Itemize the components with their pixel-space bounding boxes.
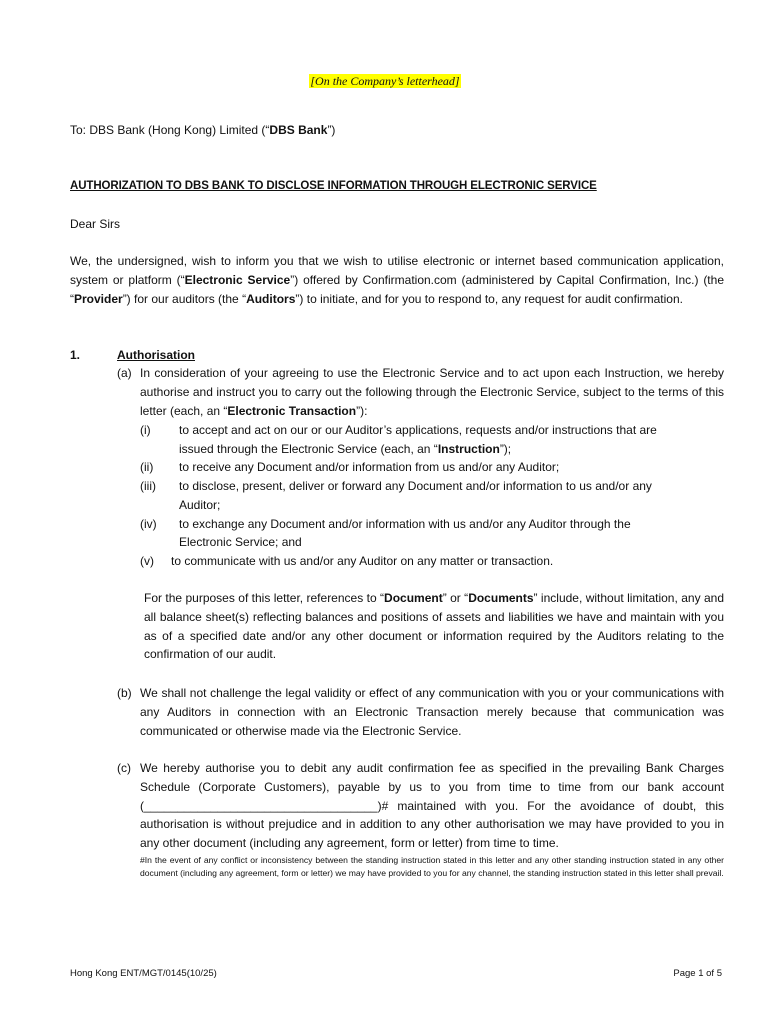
section-heading: Authorisation bbox=[117, 348, 195, 362]
clause-a-label: (a) bbox=[117, 366, 132, 380]
footnote: #In the event of any conflict or inconsistency between the standing instruction stated in this letter and any other standing instruction stated in any other document (including any agreement, form or letter) we may have provided to you for any channel, the standing instruction stated in this letter shall prevail. bbox=[140, 855, 724, 878]
section-number: 1. bbox=[70, 348, 81, 362]
list-item: to communicate with us and/or any Auditor on any matter or transaction. bbox=[171, 554, 554, 568]
page-number: Page 1 of 5 bbox=[673, 968, 722, 979]
list-item: to accept and act on our or our Auditor’s applications, requests and/or instructions that are bbox=[179, 423, 657, 437]
item-label: (v) bbox=[140, 554, 154, 568]
list-item-continuation: issued through the Electronic Service (each, an “Instruction”); bbox=[179, 442, 512, 456]
item-label: (i) bbox=[140, 423, 151, 437]
list-item: to exchange any Document and/or information with us and/or any Auditor through the bbox=[179, 517, 631, 531]
item-label: (iv) bbox=[140, 517, 157, 531]
clause-b-label: (b) bbox=[117, 686, 132, 700]
form-reference: Hong Kong ENT/MGT/0145(10/25) bbox=[70, 968, 217, 979]
list-item-continuation: Auditor; bbox=[179, 498, 221, 512]
document-title: AUTHORIZATION TO DBS BANK TO DISCLOSE INFORMATION THROUGH ELECTRONIC SERVICE bbox=[70, 180, 597, 192]
clause-c-text: We hereby authorise you to debit any audit confirmation fee as specified in the prevailing Bank Charges Schedule (Corporate Customers), payable by us to you from time to time from our bank account (___________________________________)# maintained with you. For the avoidance of doubt, this authorisation is without prejudice and in addition to any other authorisation we may have provided to you in any other document (including any agreement, form or letter) from time to time. bbox=[140, 761, 724, 851]
clause-c-label: (c) bbox=[117, 761, 131, 775]
list-item: to receive any Document and/or information from us and/or any Auditor; bbox=[179, 460, 560, 474]
clause-b-text: We shall not challenge the legal validity or effect of any communication with you or your communications with any Auditors in connection with an Electronic Transaction merely because that communication was communicated or otherwise made via the Electronic Service. bbox=[140, 686, 724, 738]
list-item: to disclose, present, deliver or forward any Document and/or information to us and/or any bbox=[179, 479, 652, 493]
clause-a-text: In consideration of your agreeing to use the Electronic Service and to act upon each Instruction, we hereby authorise and instruct you to carry out the following through the Electronic Service, subject to the terms of this letter (each, an “Electronic Transaction”): bbox=[140, 366, 724, 418]
item-label: (ii) bbox=[140, 460, 154, 474]
addressee: To: DBS Bank (Hong Kong) Limited (“DBS Bank”) bbox=[70, 123, 336, 137]
intro-paragraph: We, the undersigned, wish to inform you that we wish to utilise electronic or internet based communication application, system or platform (“Electronic Service”) offered by Confirmation.com (administered by Capital Confirmation, Inc.) (the “Provider”) for our auditors (the “Auditors”) to initiate, and for you to respond to, any request for audit confirmation. bbox=[70, 254, 724, 306]
salutation: Dear Sirs bbox=[70, 217, 121, 231]
item-label: (iii) bbox=[140, 479, 156, 493]
definition-paragraph: For the purposes of this letter, references to “Document” or “Documents” include, without limitation, any and all balance sheet(s) reflecting balances and positions of assets and liabilities we have and maintain with you as of a specified date and/or any other document or information required by the Auditors relating to the confirmation of our audit. bbox=[144, 591, 724, 662]
account-number-blank: ___________________________________ bbox=[144, 798, 378, 813]
list-item-continuation: Electronic Service; and bbox=[179, 535, 302, 549]
letterhead-placeholder: [On the Company’s letterhead] bbox=[310, 74, 460, 88]
